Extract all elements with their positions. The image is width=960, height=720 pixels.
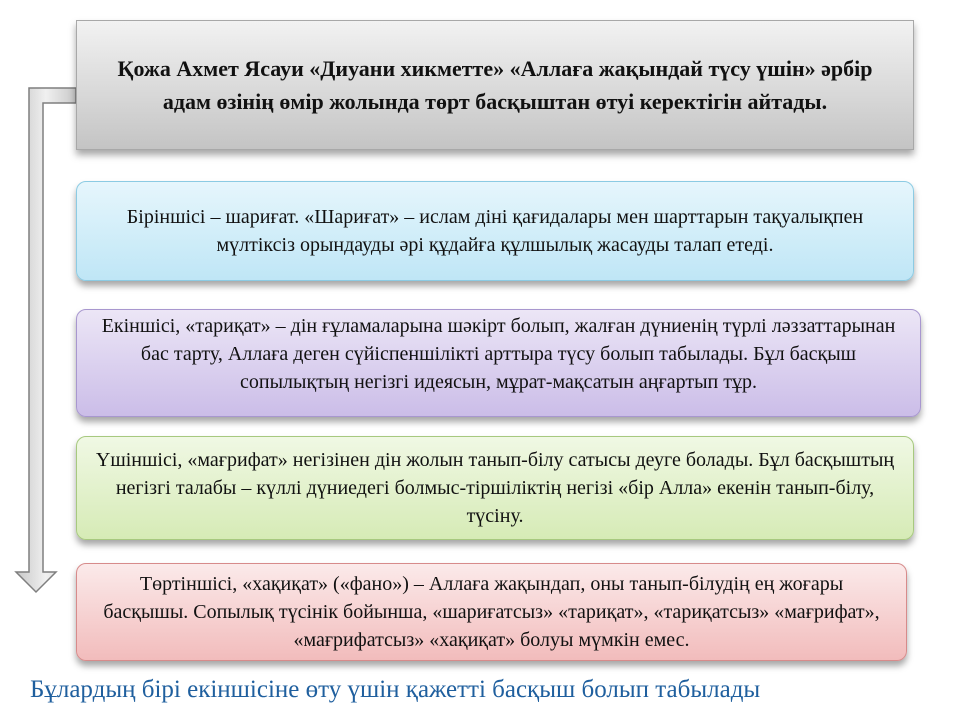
step-box-fourth (76, 563, 907, 661)
footer-caption: Бұлардың бірі екіншісіне өту үшін қажетті басқыш болып табылады (30, 676, 761, 703)
step-text-first: Біріншісі – шариғат. «Шариғат» – ислам діні қағидалары мен шарттарын тақуалықпен мүлтіксіз орындауды әрі құдайға құлшылық жасауды талап етеді. (126, 206, 864, 256)
step-box-second (76, 309, 921, 417)
step-box-third (76, 436, 914, 540)
step-text-third: Үшіншісі, «мағрифат» негізінен дін жолын танып-білу сатысы деуге болады. Бұл басқыштың негізгі талабы – күллі дүниедегі болмыс-тіршіліктің негізі «бір Алла» екенін танып-білу, түсіну. (95, 449, 895, 527)
title-text: Қожа Ахмет Ясауи «Диуани хикметте» «Аллаға жақындай түсу үшін» әрбір адам өзінің өмір жолында төрт басқыштан өтуі керектігін айтады. (117, 56, 873, 114)
step-text-fourth: Төртіншісі, «хақиқат» («фано») – Аллаға жақындап, оны танып-білудің ең жоғары басқышы. Сопылық түсінік бойынша, «шариғатсыз» «тариқат», «тариқатсыз» «мағрифат», «мағрифатсыз» «хақиқат» болуы мүмкін емес. (103, 573, 880, 651)
step-text-second: Екіншісі, «тариқат» – дін ғұламаларына шәкірт болып, жалған дүниенің түрлі ләззаттарынан бас тарту, Аллаға деген сүйіспеншілікті арттыра түсу болып табылады. Бұл басқыш сопылықтың негізгі идеясын, мұрат-мақсатын аңғартып тұр. (101, 315, 896, 393)
step-box-first (76, 181, 914, 281)
title-box (76, 20, 914, 150)
